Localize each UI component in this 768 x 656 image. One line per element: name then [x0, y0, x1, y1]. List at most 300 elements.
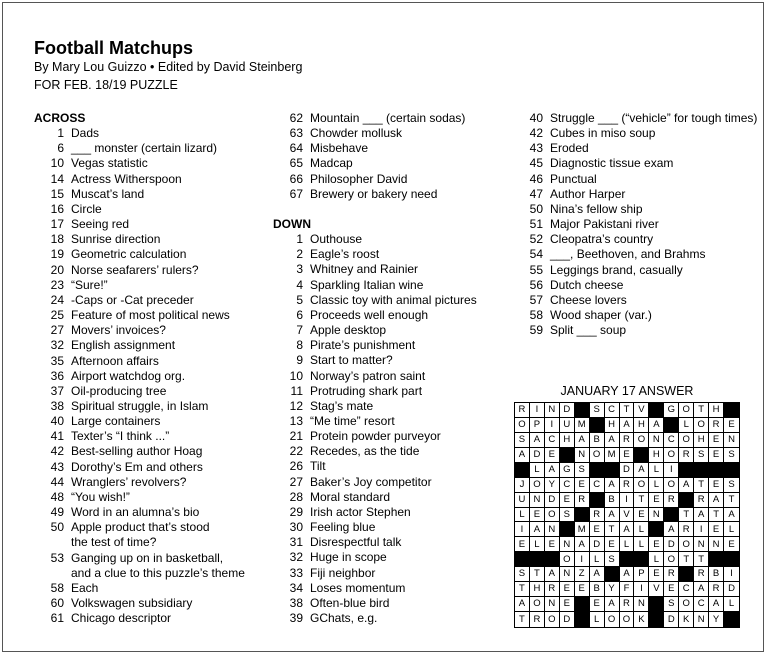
clue-text: Sunrise direction: [71, 232, 161, 247]
grid-block: [590, 463, 605, 478]
clue-item: [34, 323, 262, 338]
grid-letter: T: [530, 567, 545, 582]
clue-item: [34, 232, 262, 247]
grid-letter: O: [679, 403, 694, 418]
clue-item: [273, 141, 505, 156]
clue-number: 17: [50, 217, 64, 232]
grid-block: [679, 567, 694, 582]
clue-text: “Sure!”: [71, 277, 108, 292]
clue-text: Feature of most political news: [71, 308, 230, 323]
grid-letter: S: [664, 597, 679, 612]
grid-letter: N: [694, 612, 709, 627]
clue-text: Misbehave: [310, 141, 369, 156]
clue-text: Punctual: [550, 171, 597, 186]
grid-letter: R: [620, 478, 635, 493]
grid-letter: L: [649, 478, 664, 493]
grid-letter: E: [724, 537, 739, 552]
grid-letter: K: [634, 612, 649, 627]
grid-letter: E: [545, 448, 560, 463]
grid-letter: A: [709, 597, 724, 612]
clue-item: [34, 156, 262, 171]
grid-letter: C: [694, 597, 709, 612]
clue-number: 10: [289, 368, 303, 383]
clue-number: 32: [50, 338, 64, 353]
grid-letter: A: [605, 478, 620, 493]
grid-letter: E: [575, 582, 590, 597]
grid-letter: O: [694, 418, 709, 433]
grid-letter: L: [634, 537, 649, 552]
grid-letter: T: [724, 493, 739, 508]
clue-number: 46: [529, 171, 543, 186]
grid-letter: U: [560, 418, 575, 433]
clue-text: Norse seafarers’ rulers?: [71, 262, 199, 277]
clue-item: [513, 126, 763, 141]
grid-letter: V: [649, 582, 664, 597]
grid-letter: S: [560, 508, 575, 523]
grid-letter: G: [560, 463, 575, 478]
clue-item: [34, 399, 262, 414]
clue-item: [273, 338, 505, 353]
clue-number: 48: [50, 489, 64, 504]
clue-text: Often-blue bird: [310, 595, 390, 610]
clue-text: Irish actor Stephen: [310, 504, 411, 519]
clue-text: Actress Witherspoon: [71, 171, 182, 186]
clue-item: [34, 429, 262, 444]
grid-letter: L: [724, 597, 739, 612]
clue-item: [34, 444, 262, 459]
clue-number: 19: [50, 247, 64, 262]
clue-text: Whitney and Rainier: [310, 262, 419, 277]
clue-item: [273, 111, 505, 126]
grid-letter: N: [649, 508, 664, 523]
grid-letter: O: [515, 418, 530, 433]
clue-number: 65: [289, 156, 303, 171]
grid-letter: D: [664, 612, 679, 627]
grid-letter: R: [575, 493, 590, 508]
grid-letter: E: [590, 597, 605, 612]
grid-letter: N: [634, 597, 649, 612]
grid-letter: O: [620, 612, 635, 627]
puzzle-page: [2, 2, 764, 652]
clue-text: Best-selling author Hoag: [71, 444, 203, 459]
clue-item: [273, 278, 505, 293]
clue-item: [513, 308, 763, 323]
grid-letter: N: [649, 433, 664, 448]
grid-letter: C: [605, 403, 620, 418]
grid-letter: E: [709, 448, 724, 463]
grid-letter: C: [590, 478, 605, 493]
grid-letter: L: [634, 522, 649, 537]
clue-item: [513, 263, 763, 278]
clue-item: [273, 247, 505, 262]
grid-letter: H: [649, 448, 664, 463]
clue-number: 62: [289, 111, 303, 125]
clue-text: Wood shaper (var.): [550, 308, 652, 323]
clue-item: [273, 550, 505, 565]
grid-letter: S: [575, 463, 590, 478]
clue-item: [273, 353, 505, 368]
grid-letter: R: [590, 508, 605, 523]
puzzle-date: FOR FEB. 18/19 PUZZLE: [34, 78, 178, 92]
grid-block: [649, 612, 664, 627]
grid-block: [634, 552, 649, 567]
clue-item: [273, 126, 505, 141]
clue-number: 29: [289, 504, 303, 519]
grid-letter: B: [605, 493, 620, 508]
clue-item: [273, 611, 505, 626]
clue-number: 18: [50, 232, 64, 247]
down-clue-list: [513, 111, 763, 338]
clue-number: 60: [50, 596, 64, 610]
clue-number: 26: [289, 459, 303, 474]
grid-letter: L: [530, 537, 545, 552]
grid-letter: L: [649, 463, 664, 478]
across-clue-list: [273, 111, 505, 202]
clue-text: “You wish!”: [71, 489, 130, 504]
clue-text: Classic toy with animal pictures: [310, 292, 477, 307]
grid-block: [634, 448, 649, 463]
grid-letter: A: [515, 448, 530, 463]
clue-number: 27: [50, 323, 64, 338]
clue-text: Stag’s mate: [310, 398, 374, 413]
clue-number: 23: [50, 277, 64, 292]
grid-letter: R: [709, 418, 724, 433]
clue-text: English assignment: [71, 338, 176, 353]
clue-item: [34, 187, 262, 202]
across-clue-list: [34, 126, 262, 626]
clue-text: Proceeds well enough: [310, 307, 429, 322]
clue-number: 30: [289, 520, 303, 535]
clue-text: Seeing red: [71, 217, 130, 232]
grid-letter: N: [560, 537, 575, 552]
clue-item: [273, 399, 505, 414]
grid-letter: L: [530, 463, 545, 478]
clue-item: [34, 217, 262, 232]
grid-letter: E: [709, 478, 724, 493]
grid-letter: D: [560, 612, 575, 627]
clue-number: 66: [289, 171, 303, 186]
clue-item: [273, 566, 505, 581]
grid-block: [605, 463, 620, 478]
clue-text: Wranglers’ revolvers?: [71, 474, 187, 489]
clue-number: 8: [296, 338, 303, 353]
clue-number: 40: [529, 111, 543, 125]
clue-item: [34, 551, 262, 566]
clue-item: [34, 414, 262, 429]
grid-letter: D: [620, 463, 635, 478]
grid-letter: A: [634, 463, 649, 478]
clue-item: [34, 490, 262, 505]
clue-text: Airport watchdog org.: [71, 368, 186, 383]
clue-text: Cleopatra’s country: [550, 232, 654, 247]
grid-block: [679, 463, 694, 478]
clue-text: Large containers: [71, 414, 161, 429]
grid-letter: T: [709, 508, 724, 523]
grid-block: [515, 552, 530, 567]
clue-item: [513, 156, 763, 171]
grid-letter: Z: [575, 567, 590, 582]
grid-letter: D: [545, 493, 560, 508]
grid-letter: I: [575, 552, 590, 567]
clue-number: 34: [289, 580, 303, 595]
clue-text: Feeling blue: [310, 520, 376, 535]
grid-letter: I: [634, 582, 649, 597]
grid-letter: A: [709, 493, 724, 508]
grid-letter: C: [679, 582, 694, 597]
grid-letter: U: [515, 493, 530, 508]
grid-letter: D: [664, 537, 679, 552]
clue-number: 4: [296, 277, 303, 292]
clue-number: 20: [50, 262, 64, 277]
clue-text: Oil-producing tree: [71, 383, 167, 398]
grid-letter: R: [679, 522, 694, 537]
grid-letter: R: [694, 493, 709, 508]
grid-block: [724, 612, 739, 627]
grid-letter: B: [709, 567, 724, 582]
grid-letter: Y: [709, 612, 724, 627]
grid-letter: R: [530, 612, 545, 627]
clue-item: [273, 429, 505, 444]
clue-text: GChats, e.g.: [310, 611, 378, 625]
grid-letter: E: [649, 537, 664, 552]
grid-block: [515, 463, 530, 478]
grid-letter: E: [560, 597, 575, 612]
clue-text: Eroded: [550, 141, 589, 156]
grid-letter: A: [620, 418, 635, 433]
grid-letter: F: [620, 582, 635, 597]
grid-block: [679, 493, 694, 508]
grid-block: [545, 552, 560, 567]
clue-item: [273, 187, 505, 202]
grid-letter: E: [724, 418, 739, 433]
clue-number: 41: [50, 429, 64, 444]
clue-text: ___, Beethoven, and Brahms: [550, 247, 706, 262]
across-heading: ACROSS: [34, 111, 86, 125]
clue-text: Mountain ___ (certain sodas): [310, 111, 466, 125]
clue-number: 61: [50, 611, 64, 626]
clue-text: Ganging up on in basketball,: [71, 550, 224, 565]
clue-item: [34, 505, 262, 520]
grid-letter: A: [620, 567, 635, 582]
clue-number: 32: [289, 550, 303, 565]
grid-letter: T: [694, 552, 709, 567]
grid-letter: O: [679, 537, 694, 552]
clue-item: [273, 444, 505, 459]
grid-letter: I: [664, 463, 679, 478]
clue-text: Huge in scope: [310, 550, 387, 565]
clue-number: 58: [50, 580, 64, 595]
clue-item: [513, 217, 763, 232]
clue-item: [34, 202, 262, 217]
clue-text: Vegas statistic: [71, 156, 148, 171]
grid-letter: A: [515, 597, 530, 612]
grid-letter: L: [515, 508, 530, 523]
grid-letter: C: [545, 433, 560, 448]
grid-letter: E: [515, 537, 530, 552]
answer-title: JANUARY 17 ANSWER: [560, 384, 694, 398]
grid-letter: T: [515, 612, 530, 627]
grid-letter: M: [575, 522, 590, 537]
clue-item: [513, 232, 763, 247]
grid-letter: E: [664, 582, 679, 597]
clue-number: 51: [529, 217, 543, 232]
clue-text: Fiji neighbor: [310, 565, 376, 580]
clue-text: Afternoon affairs: [71, 353, 159, 368]
clue-text: ___ monster (certain lizard): [71, 141, 218, 156]
grid-block: [664, 508, 679, 523]
grid-letter: N: [724, 433, 739, 448]
clue-item: [273, 262, 505, 277]
clue-number: 49: [50, 505, 64, 520]
grid-letter: T: [620, 403, 635, 418]
clue-text: Brewery or bakery need: [310, 186, 438, 201]
clue-text: Dads: [71, 126, 100, 141]
grid-letter: L: [620, 537, 635, 552]
clue-item: [34, 338, 262, 353]
clue-number: 50: [50, 520, 64, 535]
grid-letter: D: [560, 403, 575, 418]
grid-letter: D: [530, 448, 545, 463]
clue-number: 6: [296, 307, 303, 322]
grid-letter: L: [649, 552, 664, 567]
clue-text: Chicago descriptor: [71, 611, 172, 626]
grid-letter: N: [709, 537, 724, 552]
grid-block: [724, 463, 739, 478]
grid-letter: N: [530, 493, 545, 508]
clue-item: [273, 414, 505, 429]
clue-number: 21: [289, 429, 303, 444]
grid-letter: A: [575, 433, 590, 448]
grid-letter: O: [664, 448, 679, 463]
clue-item: [273, 505, 505, 520]
clue-item: [273, 323, 505, 338]
clue-text: Movers’ invoices?: [71, 323, 166, 338]
clue-text: Loses momentum: [310, 580, 406, 595]
clue-item: [273, 520, 505, 535]
grid-letter: Y: [605, 582, 620, 597]
clue-text: Madcap: [310, 156, 353, 171]
grid-letter: T: [694, 403, 709, 418]
clue-number: 1: [296, 232, 303, 247]
clue-number: 35: [50, 353, 64, 368]
clue-item: [34, 475, 262, 490]
grid-letter: R: [515, 403, 530, 418]
grid-letter: R: [664, 493, 679, 508]
grid-letter: T: [634, 493, 649, 508]
clue-text: Texter’s “I think ...”: [71, 429, 170, 444]
clue-number: 37: [50, 383, 64, 398]
clue-number: 50: [529, 201, 543, 216]
clue-item: [34, 596, 262, 611]
grid-letter: O: [545, 508, 560, 523]
clue-number: 59: [529, 323, 543, 338]
clue-item: [34, 384, 262, 399]
grid-letter: I: [620, 493, 635, 508]
clue-text: Split ___ soup: [550, 323, 627, 338]
clue-item: [513, 323, 763, 338]
down-clue-list: [273, 232, 505, 626]
clue-text: Each: [71, 580, 99, 595]
grid-letter: S: [515, 433, 530, 448]
grid-letter: R: [545, 582, 560, 597]
answer-grid: [514, 402, 740, 628]
clue-item: [34, 247, 262, 262]
clue-item: [273, 596, 505, 611]
clue-text: Dutch cheese: [550, 277, 624, 292]
clue-text: Apple product that’s stood: [71, 520, 210, 535]
clue-number: 52: [529, 232, 543, 247]
clue-number: 64: [289, 141, 303, 156]
grid-letter: T: [679, 552, 694, 567]
grid-letter: D: [590, 537, 605, 552]
grid-letter: N: [545, 403, 560, 418]
grid-letter: R: [694, 567, 709, 582]
clue-number: 12: [289, 398, 303, 413]
clue-number: 56: [529, 277, 543, 292]
grid-letter: S: [694, 448, 709, 463]
grid-letter: B: [590, 433, 605, 448]
grid-letter: E: [620, 448, 635, 463]
clue-item: [34, 126, 262, 141]
grid-block: [575, 403, 590, 418]
grid-letter: I: [515, 522, 530, 537]
clue-item: [273, 369, 505, 384]
grid-letter: H: [605, 418, 620, 433]
clue-number: 33: [289, 565, 303, 580]
grid-letter: N: [694, 537, 709, 552]
clue-text: Leggings brand, casually: [550, 262, 683, 277]
clue-text: -Caps or -Cat preceder: [71, 292, 194, 307]
clue-number: 42: [50, 444, 64, 459]
grid-letter: A: [605, 508, 620, 523]
clue-number: 43: [50, 459, 64, 474]
clue-text: Eagle’s roost: [310, 247, 380, 262]
grid-letter: G: [664, 403, 679, 418]
clue-number: 27: [289, 474, 303, 489]
clue-item: [34, 141, 262, 156]
grid-letter: A: [605, 597, 620, 612]
clue-item: [34, 172, 262, 187]
grid-letter: K: [679, 612, 694, 627]
grid-block: [664, 418, 679, 433]
grid-letter: E: [649, 567, 664, 582]
grid-block: [560, 448, 575, 463]
grid-letter: E: [709, 433, 724, 448]
grid-block: [590, 493, 605, 508]
clue-text: Disrespectful talk: [310, 535, 402, 550]
clue-number: 5: [296, 292, 303, 307]
grid-letter: A: [649, 418, 664, 433]
clue-number: 6: [57, 141, 64, 156]
grid-letter: L: [590, 552, 605, 567]
grid-block: [575, 597, 590, 612]
clue-number: 38: [50, 398, 64, 413]
clue-number: 43: [529, 141, 543, 156]
grid-letter: L: [724, 522, 739, 537]
grid-letter: B: [590, 582, 605, 597]
grid-block: [560, 522, 575, 537]
grid-letter: O: [679, 433, 694, 448]
clue-item: [513, 278, 763, 293]
clue-number: 2: [296, 247, 303, 262]
grid-letter: I: [694, 522, 709, 537]
clue-item: [273, 232, 505, 247]
grid-letter: V: [634, 403, 649, 418]
clue-item: [273, 475, 505, 490]
clue-number: 57: [529, 292, 543, 307]
clue-item: [273, 156, 505, 171]
grid-letter: O: [605, 612, 620, 627]
